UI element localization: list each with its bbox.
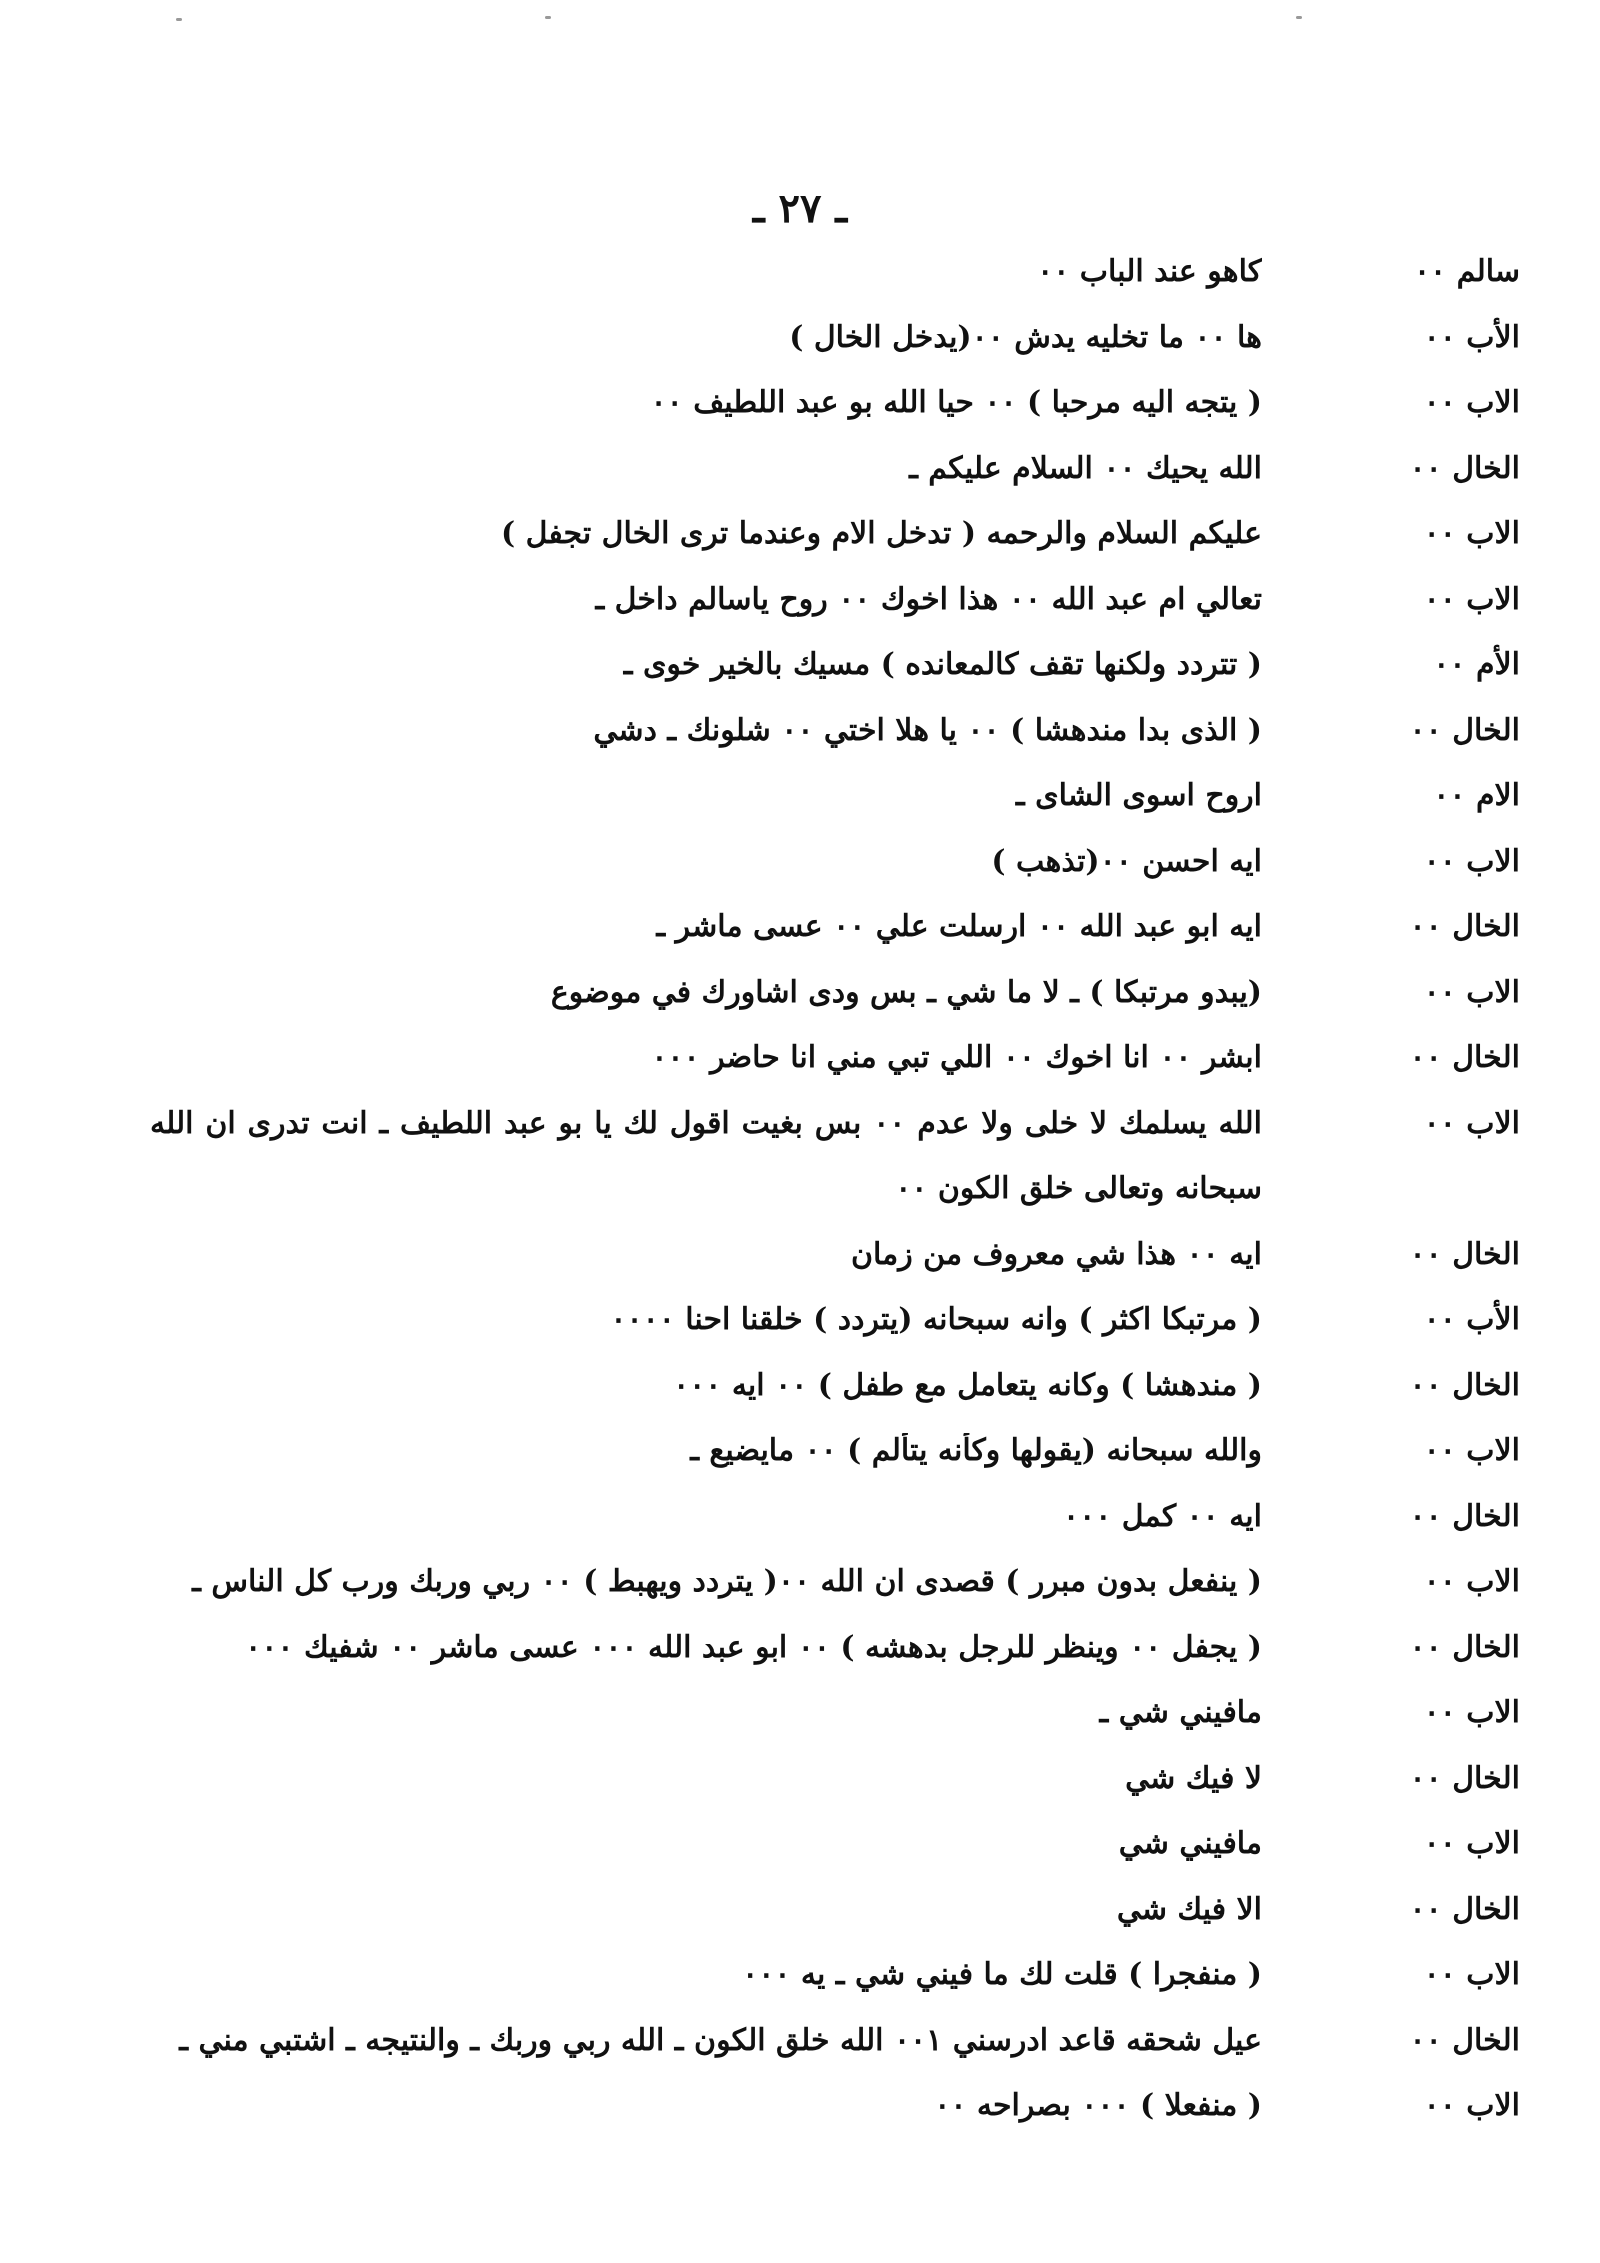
dialogue-line: ( منفعلا ) ٠٠٠ بصراحه ٠٠ xyxy=(934,2088,1262,2123)
page-number: ـ ٢٧ ـ xyxy=(752,185,848,232)
speaker-name: الأب ٠٠ xyxy=(1423,319,1520,355)
speaker-name: الاب ٠٠ xyxy=(1423,974,1520,1010)
dialogue-line: ايه ابو عبد الله ٠٠ ارسلت علي ٠٠ عسى ماشر ـ xyxy=(656,909,1262,944)
dialogue-line: ايه ٠٠ كمل ٠٠٠ xyxy=(1062,1498,1262,1534)
speaker-name: الاب ٠٠ xyxy=(1423,516,1520,551)
dialogue-line: الا فيك شي xyxy=(1116,1891,1262,1927)
dialogue-line: ( ينفعل بدون مبرر ) قصدى ان الله ٠٠( يتردد ويهبط ) ٠٠ ربي وربك ورب كل الناس ـ xyxy=(192,1564,1262,1599)
scan-speck xyxy=(176,18,182,21)
speaker-name: الخال ٠٠ xyxy=(1409,909,1520,944)
dialogue-line: اروح اسوى الشاى ـ xyxy=(1015,778,1262,813)
dialogue-row xyxy=(150,254,1520,320)
dialogue-row xyxy=(150,1957,1520,2023)
speaker-name: الأم ٠٠ xyxy=(1433,647,1520,682)
speaker-name: الخال ٠٠ xyxy=(1409,712,1520,748)
dialogue-row xyxy=(150,1499,1520,1565)
dialogue-row xyxy=(150,320,1520,386)
dialogue-row xyxy=(150,516,1520,582)
speaker-name: سالم ٠٠ xyxy=(1413,254,1520,289)
speaker-name: الاب ٠٠ xyxy=(1423,385,1520,420)
dialogue-line: تعالي ام عبد الله ٠٠ هذا اخوك ٠٠ روح ياسالم داخل ـ xyxy=(595,581,1262,617)
speaker-name: الاب ٠٠ xyxy=(1423,2088,1520,2123)
dialogue-row xyxy=(150,2023,1520,2089)
dialogue-line: (يبدو مرتبكا ) ـ لا ما شي ـ بس ودى اشاورك في موضوع xyxy=(550,974,1262,1010)
dialogue-row xyxy=(150,385,1520,451)
dialogue-line: مافيني شي xyxy=(1118,1826,1262,1861)
dialogue-row xyxy=(150,647,1520,713)
dialogue-line: كاهو عند الباب ٠٠ xyxy=(1037,254,1262,289)
dialogue-line: ( الذى بدا مندهشا ) ٠٠ يا هلا اختي ٠٠ شلونك ـ دشي xyxy=(593,712,1262,748)
dialogue-row xyxy=(150,2088,1520,2154)
dialogue-row xyxy=(150,1761,1520,1827)
speaker-name: الخال ٠٠ xyxy=(1409,1367,1520,1403)
dialogue-row xyxy=(150,1302,1520,1368)
dialogue-line: لا فيك شي xyxy=(1125,1760,1262,1796)
dialogue-line: مافيني شي ـ xyxy=(1099,1695,1262,1730)
scan-speck xyxy=(545,16,551,19)
dialogue-row xyxy=(150,451,1520,517)
dialogue-line-continuation: سبحانه وتعالى خلق الكون ٠٠ xyxy=(895,1171,1262,1206)
speaker-name: الاب ٠٠ xyxy=(1423,843,1520,879)
dialogue-row xyxy=(150,909,1520,975)
speaker-name: الاب ٠٠ xyxy=(1423,581,1520,617)
speaker-name: الاب ٠٠ xyxy=(1423,1695,1520,1730)
dialogue-row xyxy=(150,844,1520,910)
dialogue-row xyxy=(150,1564,1520,1630)
dialogue-line: ( مندهشا ) وكانه يتعامل مع طفل ) ٠٠ ايه ٠٠٠ xyxy=(673,1367,1262,1403)
dialogue-line: عيل شحقه قاعد ادرسني ٠٠١ الله خلق الكون ـ الله ربي وربك ـ والنتيجه ـ اشتبي مني ـ xyxy=(179,2022,1262,2058)
dialogue-line: ( يجفل ٠٠ وينظر للرجل بدهشه ) ٠٠ ابو عبد الله ٠٠٠ عسى ماشر ٠٠ شفيك ٠٠٠ xyxy=(245,1629,1262,1665)
speaker-name: الخال ٠٠ xyxy=(1409,2022,1520,2058)
dialogue-row xyxy=(150,1433,1520,1499)
speaker-name: الاب ٠٠ xyxy=(1423,1105,1520,1141)
dialogue-row xyxy=(150,1892,1520,1958)
speaker-name: الاب ٠٠ xyxy=(1423,1564,1520,1599)
dialogue-row-continuation xyxy=(150,1171,1520,1237)
dialogue-row xyxy=(150,713,1520,779)
dialogue-row xyxy=(150,1826,1520,1892)
dialogue-line: ابشر ٠٠ انا اخوك ٠٠ اللي تبي مني انا حاضر ٠٠٠ xyxy=(651,1040,1262,1075)
speaker-name: الاب ٠٠ xyxy=(1423,1826,1520,1861)
dialogue-line: ها ٠٠ ما تخليه يدش ٠٠(يدخل الخال ) xyxy=(789,319,1262,355)
speaker-name: الخال ٠٠ xyxy=(1409,1236,1520,1272)
speaker-name: الاب ٠٠ xyxy=(1423,1957,1520,1992)
speaker-name: الخال ٠٠ xyxy=(1409,1629,1520,1665)
dialogue-row xyxy=(150,1237,1520,1303)
dialogue-row xyxy=(150,1695,1520,1761)
dialogue-row xyxy=(150,975,1520,1041)
dialogue-line: ( تتردد ولكنها تقف كالمعانده ) مسيك بالخير خوى ـ xyxy=(623,647,1262,682)
dialogue-line: ايه احسن ٠٠(تذهب ) xyxy=(991,843,1262,879)
dialogue-line: ( مرتبكا اكثر ) وانه سبحانه (يتردد ) خلقنا احنا ٠٠٠٠ xyxy=(610,1302,1262,1337)
dialogue-row xyxy=(150,1040,1520,1106)
dialogue-line: والله سبحانه (يقولها وكأنه يتألم ) ٠٠ مايضيع ـ xyxy=(690,1433,1262,1468)
speaker-name: الخال ٠٠ xyxy=(1409,1891,1520,1927)
dialogue-line: ( منفجرا ) قلت لك ما فيني شي ـ يه ٠٠٠ xyxy=(742,1957,1262,1992)
speaker-name: الخال ٠٠ xyxy=(1409,450,1520,486)
dialogue-line: الله يسلمك لا خلى ولا عدم ٠٠ بس بغيت اقول لك يا بو عبد اللطيف ـ انت تدرى ان الله xyxy=(150,1105,1262,1141)
dialogue-row xyxy=(150,1630,1520,1696)
dialogue-line: عليكم السلام والرحمه ( تدخل الام وعندما ترى الخال تجفل ) xyxy=(500,516,1262,551)
speaker-name: الأب ٠٠ xyxy=(1423,1302,1520,1337)
scan-speck xyxy=(1296,16,1302,19)
speaker-name: الخال ٠٠ xyxy=(1409,1040,1520,1075)
speaker-name: الام ٠٠ xyxy=(1433,778,1520,813)
speaker-name: الخال ٠٠ xyxy=(1409,1760,1520,1796)
speaker-name: الخال ٠٠ xyxy=(1409,1498,1520,1534)
dialogue-row xyxy=(150,582,1520,648)
dialogue-line: الله يحيك ٠٠ السلام عليكم ـ xyxy=(909,450,1262,486)
dialogue-list xyxy=(150,254,1520,2154)
dialogue-row xyxy=(150,1106,1520,1172)
dialogue-line: ايه ٠٠ هذا شي معروف من زمان xyxy=(850,1236,1262,1272)
dialogue-row xyxy=(150,778,1520,844)
dialogue-line: ( يتجه اليه مرحبا ) ٠٠ حيا الله بو عبد اللطيف ٠٠ xyxy=(650,385,1262,420)
speaker-name: الاب ٠٠ xyxy=(1423,1433,1520,1468)
dialogue-row xyxy=(150,1368,1520,1434)
